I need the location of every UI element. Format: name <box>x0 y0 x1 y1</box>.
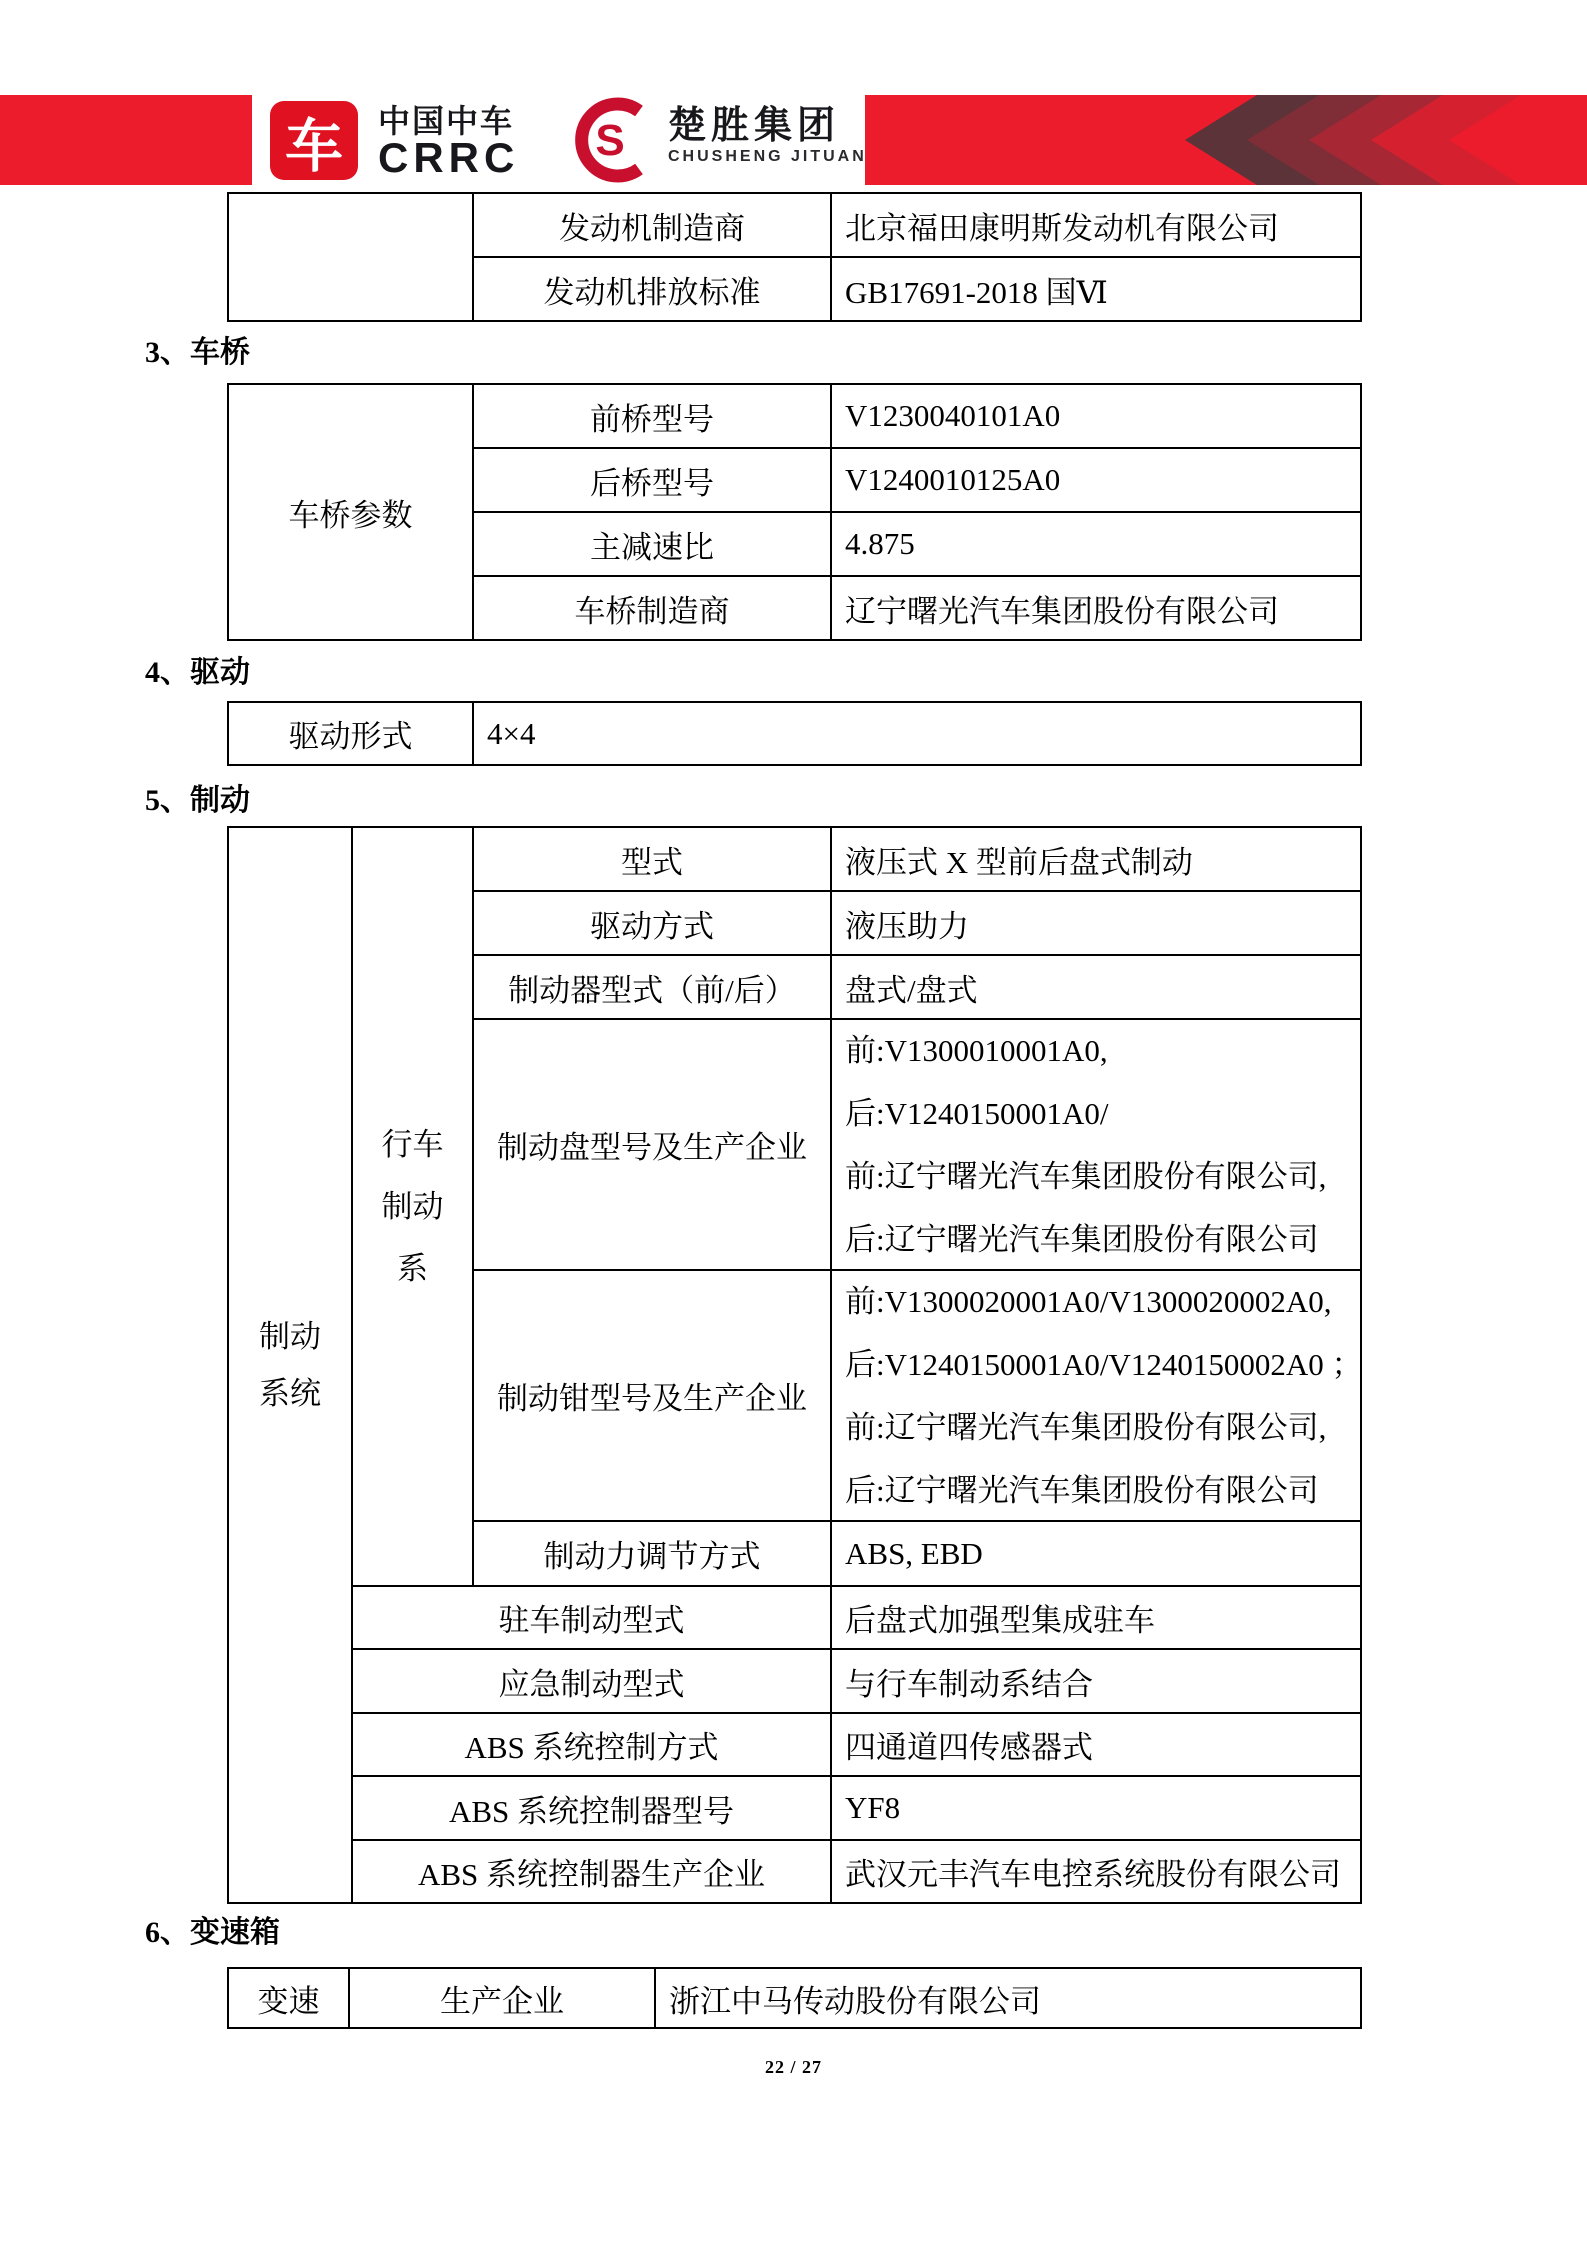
spec-value: GB17691-2018 国Ⅵ <box>832 258 1362 322</box>
spec-value-multiline <box>832 1020 1362 1271</box>
spec-value: V1230040101A0 <box>832 385 1362 449</box>
crrc-name-cn: 中国中车 <box>378 103 515 139</box>
spec-value: 液压助力 <box>832 892 1362 956</box>
group-label-line: 制动 <box>381 1188 444 1224</box>
spec-label: ABS 系统控制器生产企业 <box>353 1841 832 1904</box>
spec-label: 制动盘型号及生产企业 <box>474 1020 832 1271</box>
service-brake-group-label <box>353 828 474 1587</box>
brake-system-group-label <box>229 828 353 1904</box>
spec-label: 型式 <box>474 828 832 892</box>
spec-label: 制动器型式（前/后） <box>474 956 832 1020</box>
spec-label: 后桥型号 <box>474 449 832 513</box>
spec-value: 浙江中马传动股份有限公司 <box>656 1969 1362 2029</box>
section-heading-drive: 4、驱动 <box>145 656 250 689</box>
group-label-line: 系统 <box>259 1376 321 1411</box>
spec-label: 车桥制造商 <box>474 577 832 641</box>
chusheng-name-en: CHUSHENG JITUAN <box>668 148 867 165</box>
drive-table <box>227 701 1362 766</box>
header-band <box>0 95 1587 185</box>
spec-label: 驱动形式 <box>229 703 474 766</box>
group-label: 车桥参数 <box>229 385 474 641</box>
group-label-line: 行车 <box>381 1126 444 1162</box>
crrc-emblem-icon <box>270 101 358 180</box>
spec-value: 4.875 <box>832 513 1362 577</box>
value-line: 后:V1240150001A0/V1240150002A0 ； <box>845 1346 1363 1382</box>
crrc-emblem-glyph: 车 <box>284 113 343 179</box>
brake-table <box>227 826 1362 1904</box>
axle-table <box>227 383 1362 641</box>
chusheng-emblem-glyph: S <box>595 116 625 165</box>
spec-label: 应急制动型式 <box>353 1650 832 1714</box>
chusheng-name-cn: 楚胜集团 <box>668 105 841 147</box>
spec-value: 盘式/盘式 <box>832 956 1362 1020</box>
engine-table <box>227 192 1362 322</box>
crrc-name-en: CRRC <box>378 134 520 181</box>
empty-group-cell <box>229 194 474 322</box>
spec-value: 与行车制动系结合 <box>832 1650 1362 1714</box>
gearbox-table <box>227 1967 1362 2029</box>
value-line: 前:V1300010001A0, <box>845 1032 1108 1068</box>
value-line: 前:V1300020001A0/V1300020002A0, <box>845 1283 1332 1319</box>
spec-value: ABS, EBD <box>832 1522 1362 1587</box>
spec-label: 生产企业 <box>350 1969 656 2029</box>
spec-label: ABS 系统控制器型号 <box>353 1777 832 1841</box>
value-line: 后:辽宁曙光汽车集团股份有限公司 <box>845 1221 1319 1257</box>
spec-value: V1240010125A0 <box>832 449 1362 513</box>
spec-label: 驱动方式 <box>474 892 832 956</box>
spec-value-multiline <box>832 1271 1362 1522</box>
spec-value: YF8 <box>832 1777 1362 1841</box>
spec-label: 前桥型号 <box>474 385 832 449</box>
group-label: 变速 <box>229 1969 350 2029</box>
spec-value: 北京福田康明斯发动机有限公司 <box>832 194 1362 258</box>
spec-label: ABS 系统控制方式 <box>353 1714 832 1777</box>
section-heading-gearbox: 6、变速箱 <box>145 1916 280 1949</box>
section-heading-axle: 3、车桥 <box>145 336 250 369</box>
spec-label: 制动力调节方式 <box>474 1522 832 1587</box>
spec-value: 辽宁曙光汽车集团股份有限公司 <box>832 577 1362 641</box>
crrc-logo <box>378 103 520 181</box>
group-label-line: 制动 <box>259 1319 321 1354</box>
value-line: 前:辽宁曙光汽车集团股份有限公司, <box>845 1158 1327 1194</box>
group-label-line: 系 <box>397 1250 428 1286</box>
chusheng-logo <box>668 105 867 167</box>
chusheng-emblem-icon <box>563 97 658 188</box>
value-line: 后:V1240150001A0/ <box>845 1095 1109 1131</box>
page-number: 22 / 27 <box>764 2057 822 2077</box>
spec-label: 驻车制动型式 <box>353 1587 832 1650</box>
value-line: 后:辽宁曙光汽车集团股份有限公司 <box>845 1472 1319 1508</box>
spec-label: 主减速比 <box>474 513 832 577</box>
spec-value: 后盘式加强型集成驻车 <box>832 1587 1362 1650</box>
section-heading-brake: 5、制动 <box>145 784 250 817</box>
spec-value: 武汉元丰汽车电控系统股份有限公司 <box>832 1841 1362 1904</box>
value-line: 前:辽宁曙光汽车集团股份有限公司, <box>845 1409 1327 1445</box>
spec-label: 发动机制造商 <box>474 194 832 258</box>
spec-label: 制动钳型号及生产企业 <box>474 1271 832 1522</box>
spec-value: 四通道四传感器式 <box>832 1714 1362 1777</box>
spec-value: 液压式 X 型前后盘式制动 <box>832 828 1362 892</box>
spec-label: 发动机排放标准 <box>474 258 832 322</box>
spec-value: 4×4 <box>474 703 1362 766</box>
